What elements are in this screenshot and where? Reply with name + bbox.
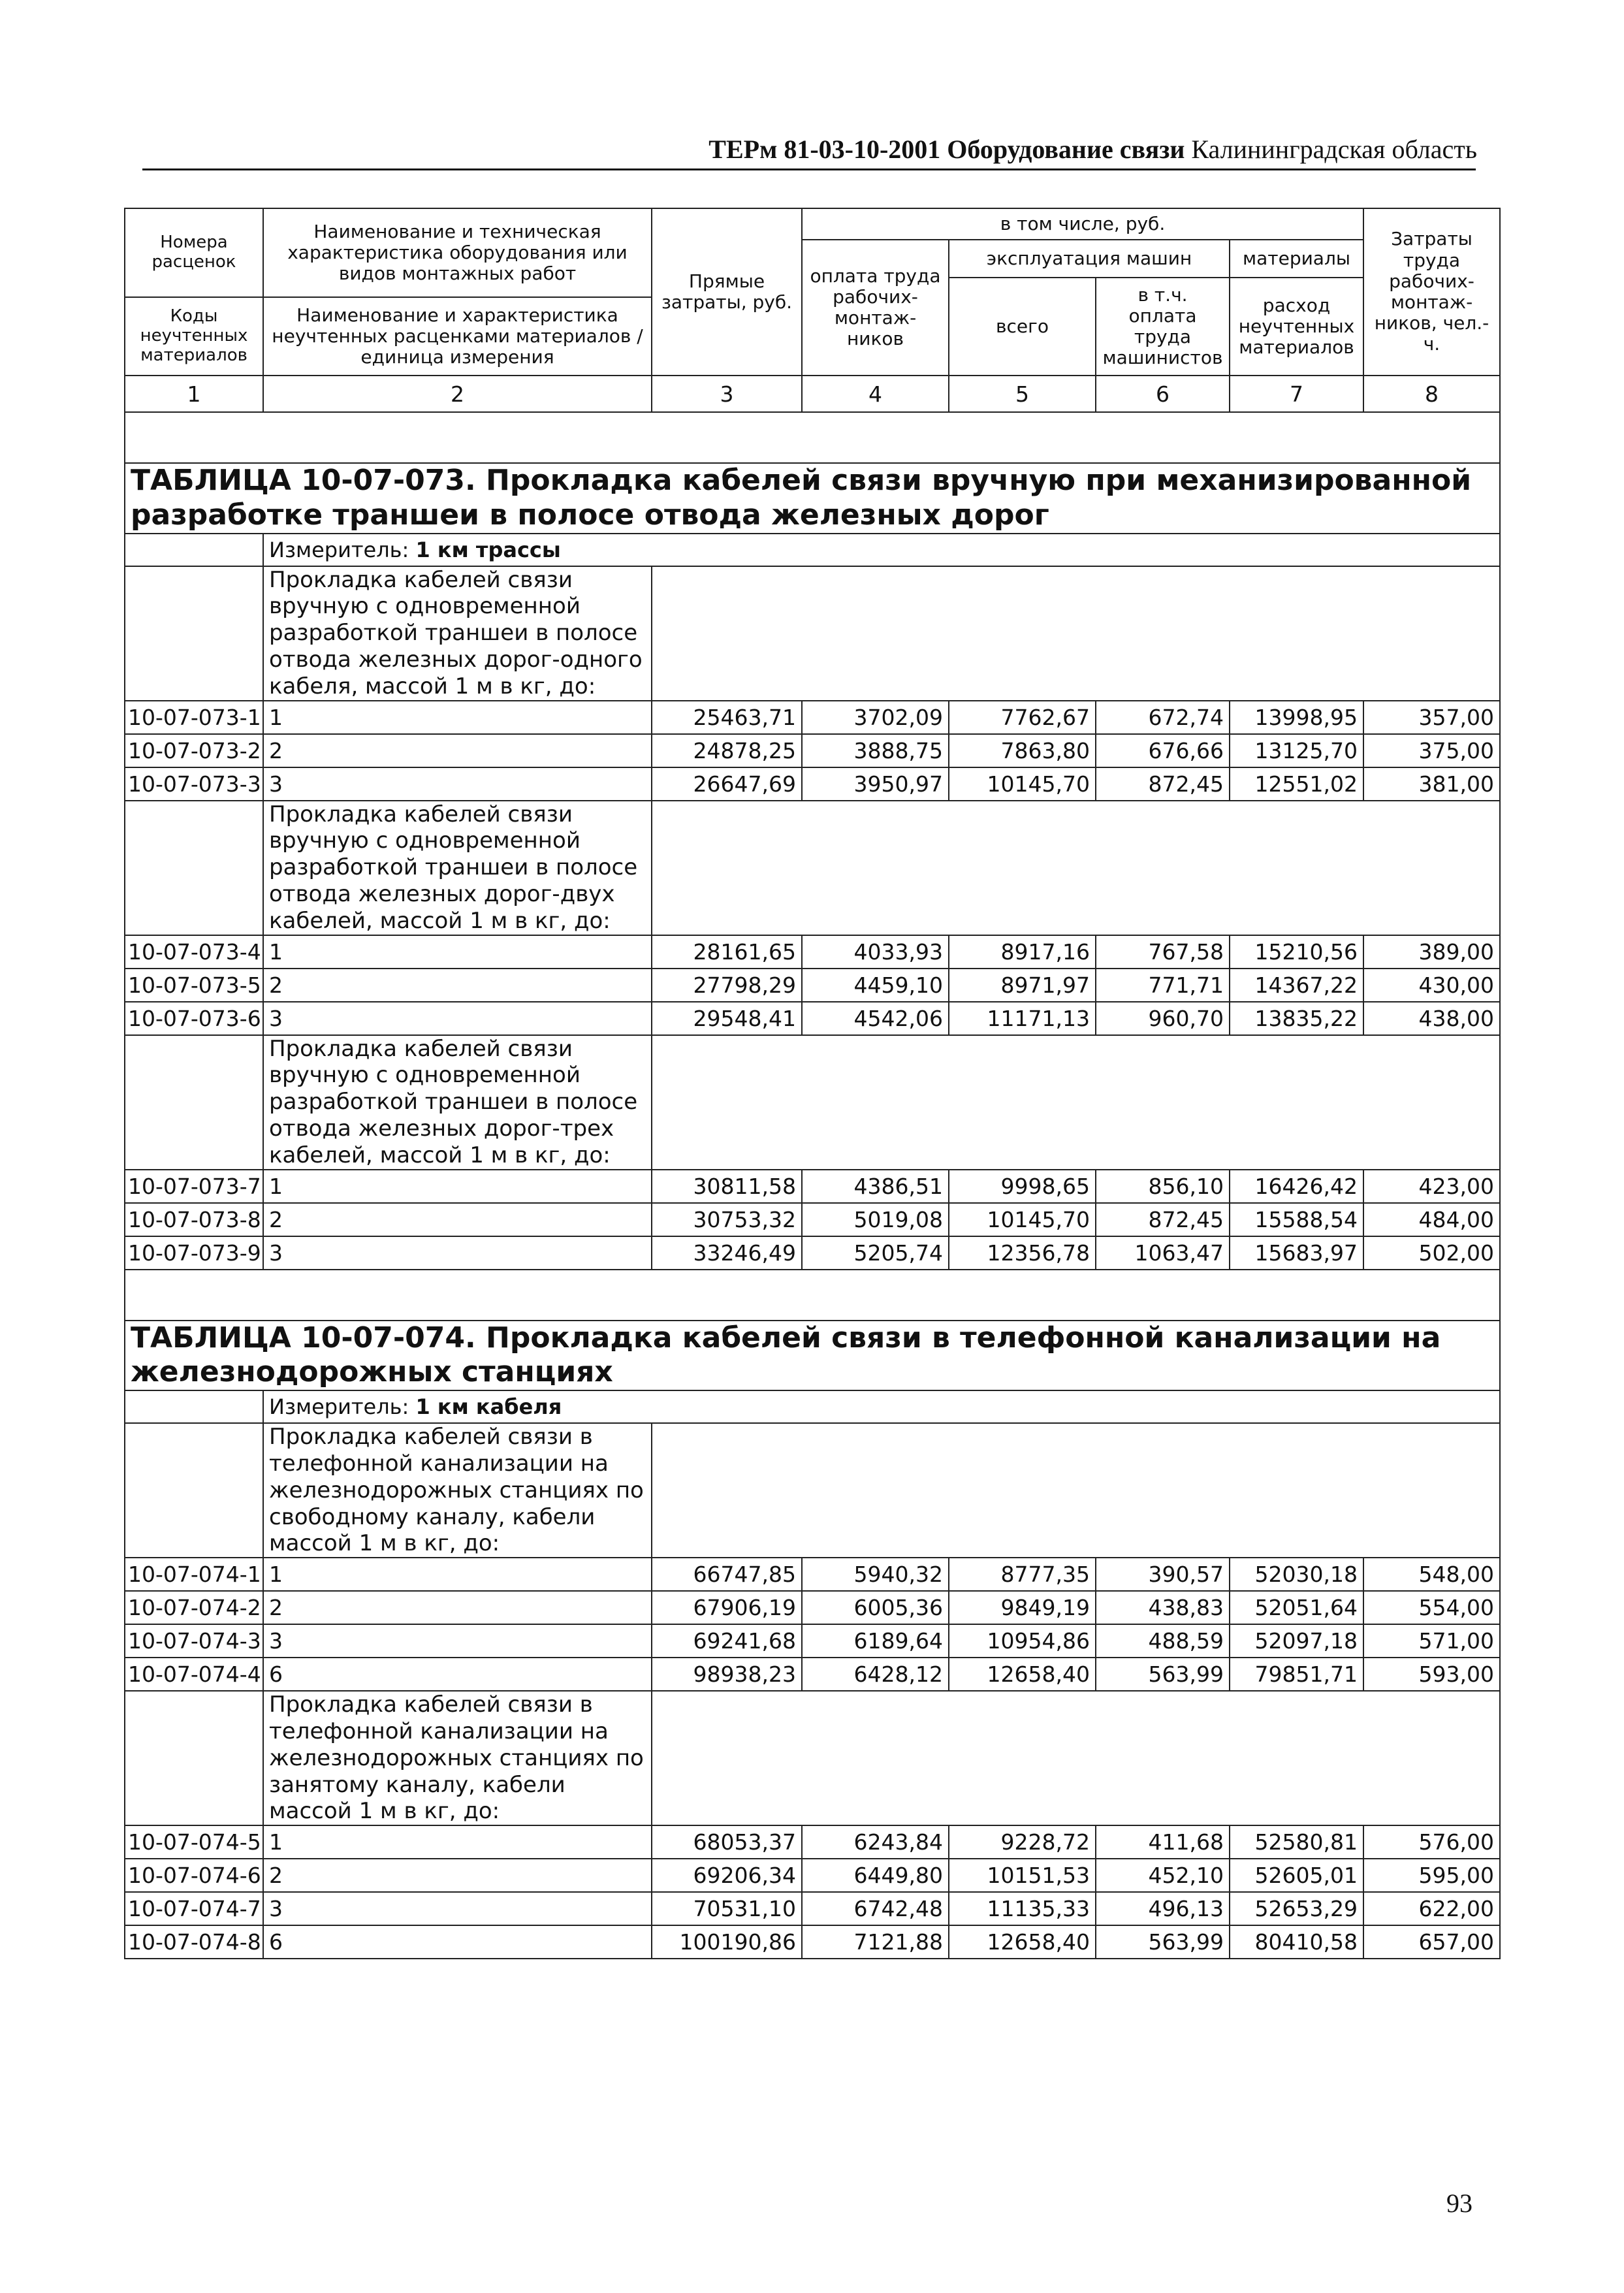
labor-hours: 484,00: [1363, 1203, 1500, 1236]
labor-pay: 6428,12: [802, 1658, 949, 1691]
materials: 16426,42: [1230, 1170, 1363, 1203]
table-row: [125, 1558, 1500, 1591]
table-row: [125, 1591, 1500, 1624]
direct-costs: 30753,32: [652, 1203, 802, 1236]
labor-pay: 4542,06: [802, 1002, 949, 1035]
machines-total: 7762,67: [949, 701, 1096, 734]
mass-value: 3: [263, 1892, 652, 1925]
col-header-rate-numbers: Номера расценок: [125, 208, 263, 297]
col-header-including: в том числе, руб.: [802, 208, 1363, 240]
meter-blank: [125, 1390, 263, 1423]
machines-total: 7863,80: [949, 734, 1096, 767]
desc-blank: [125, 1035, 263, 1170]
rate-code: 10-07-074-2: [125, 1591, 263, 1624]
page-number: 93: [1446, 2189, 1473, 2218]
direct-costs: 28161,65: [652, 935, 802, 969]
col-number: 5: [949, 376, 1096, 412]
col-header-material-codes: Коды неучтенных материалов: [125, 297, 263, 376]
mass-value: 3: [263, 1236, 652, 1270]
labor-hours: 571,00: [1363, 1624, 1500, 1658]
machinists-pay: 452,10: [1096, 1859, 1230, 1892]
table-row: [125, 935, 1500, 969]
desc-blank: [125, 1691, 263, 1825]
direct-costs: 29548,41: [652, 1002, 802, 1035]
labor-pay: 3888,75: [802, 734, 949, 767]
col-number: 3: [652, 376, 802, 412]
col-header-name-bottom: Наименование и характеристика неучтенных расценками материалов / единица измерения: [263, 297, 652, 376]
machines-total: 12356,78: [949, 1236, 1096, 1270]
col-number: 2: [263, 376, 652, 412]
group-description: Прокладка кабелей связи вручную с одновременной разработкой траншеи в полосе отвода железных дорог-двух кабелей, массой 1 м в кг, до:: [263, 801, 652, 935]
mass-value: 2: [263, 734, 652, 767]
desc-blank: [125, 566, 263, 701]
running-header: [709, 134, 1477, 165]
labor-hours: 548,00: [1363, 1558, 1500, 1591]
mass-value: 6: [263, 1658, 652, 1691]
materials: 13125,70: [1230, 734, 1363, 767]
machines-total: 11171,13: [949, 1002, 1096, 1035]
col-header-machines: эксплуатация машин: [949, 240, 1230, 278]
materials: 15588,54: [1230, 1203, 1363, 1236]
header-code: ТЕРм 81-03-10-2001: [709, 135, 941, 164]
materials: 52605,01: [1230, 1859, 1363, 1892]
machinists-pay: 411,68: [1096, 1825, 1230, 1859]
rate-code: 10-07-074-5: [125, 1825, 263, 1859]
machinists-pay: 563,99: [1096, 1925, 1230, 1959]
direct-costs: 67906,19: [652, 1591, 802, 1624]
labor-hours: 389,00: [1363, 935, 1500, 969]
col-number: 6: [1096, 376, 1230, 412]
materials: 12551,02: [1230, 767, 1363, 801]
mass-value: 2: [263, 1859, 652, 1892]
machinists-pay: 771,71: [1096, 969, 1230, 1002]
col-number: 8: [1363, 376, 1500, 412]
mass-value: 1: [263, 1825, 652, 1859]
desc-filler: [652, 801, 1500, 935]
labor-pay: 3950,97: [802, 767, 949, 801]
table-row: [125, 701, 1500, 734]
machinists-pay: 496,13: [1096, 1892, 1230, 1925]
materials: 13998,95: [1230, 701, 1363, 734]
group-description: Прокладка кабелей связи в телефонной канализации на железнодорожных станциях по занятому каналу, кабели массой 1 м в кг, до:: [263, 1691, 652, 1825]
labor-hours: 423,00: [1363, 1170, 1500, 1203]
direct-costs: 24878,25: [652, 734, 802, 767]
col-header-machines-total: всего: [949, 278, 1096, 376]
machinists-pay: 872,45: [1096, 1203, 1230, 1236]
labor-pay: 6243,84: [802, 1825, 949, 1859]
col-number: 7: [1230, 376, 1363, 412]
mass-value: 1: [263, 1170, 652, 1203]
materials: 15683,97: [1230, 1236, 1363, 1270]
machinists-pay: 1063,47: [1096, 1236, 1230, 1270]
machinists-pay: 488,59: [1096, 1624, 1230, 1658]
group-description: Прокладка кабелей связи вручную с одновременной разработкой траншеи в полосе отвода железных дорог-одного кабеля, массой 1 м в кг, до:: [263, 566, 652, 701]
mass-value: 1: [263, 701, 652, 734]
materials: 52580,81: [1230, 1825, 1363, 1859]
machinists-pay: 438,83: [1096, 1591, 1230, 1624]
machines-total: 9228,72: [949, 1825, 1096, 1859]
materials: 15210,56: [1230, 935, 1363, 969]
rate-code: 10-07-073-4: [125, 935, 263, 969]
labor-pay: 4033,93: [802, 935, 949, 969]
labor-hours: 554,00: [1363, 1591, 1500, 1624]
col-header-name-top: Наименование и техническая характеристика оборудования или видов монтажных работ: [263, 208, 652, 297]
rate-code: 10-07-074-6: [125, 1859, 263, 1892]
mass-value: 2: [263, 969, 652, 1002]
labor-pay: 6742,48: [802, 1892, 949, 1925]
table-gap: [125, 1270, 1500, 1321]
direct-costs: 33246,49: [652, 1236, 802, 1270]
machinists-pay: 676,66: [1096, 734, 1230, 767]
mass-value: 2: [263, 1591, 652, 1624]
mass-value: 2: [263, 1203, 652, 1236]
mass-value: 1: [263, 935, 652, 969]
rate-code: 10-07-073-5: [125, 969, 263, 1002]
labor-pay: 6005,36: [802, 1591, 949, 1624]
rates-table: [124, 208, 1501, 1959]
direct-costs: 25463,71: [652, 701, 802, 734]
table-gap: [125, 412, 1500, 463]
table-row: [125, 1825, 1500, 1859]
machines-total: 10151,53: [949, 1859, 1096, 1892]
machines-total: 12658,40: [949, 1658, 1096, 1691]
labor-pay: 7121,88: [802, 1925, 949, 1959]
table-row: [125, 969, 1500, 1002]
desc-filler: [652, 566, 1500, 701]
desc-blank: [125, 801, 263, 935]
machinists-pay: 856,10: [1096, 1170, 1230, 1203]
materials: 52051,64: [1230, 1591, 1363, 1624]
labor-pay: 5940,32: [802, 1558, 949, 1591]
machinists-pay: 872,45: [1096, 767, 1230, 801]
rate-code: 10-07-073-3: [125, 767, 263, 801]
labor-pay: 4459,10: [802, 969, 949, 1002]
labor-hours: 375,00: [1363, 734, 1500, 767]
machines-total: 11135,33: [949, 1892, 1096, 1925]
desc-filler: [652, 1691, 1500, 1825]
direct-costs: 69206,34: [652, 1859, 802, 1892]
machinists-pay: 390,57: [1096, 1558, 1230, 1591]
table-title: ТАБЛИЦА 10-07-073. Прокладка кабелей связи вручную при механизированной разработке траншеи в полосе отвода железных дорог: [125, 463, 1500, 534]
rate-code: 10-07-074-3: [125, 1624, 263, 1658]
rate-code: 10-07-073-8: [125, 1203, 263, 1236]
table-row: [125, 1859, 1500, 1892]
materials: 79851,71: [1230, 1658, 1363, 1691]
rate-code: 10-07-074-1: [125, 1558, 263, 1591]
group-description: Прокладка кабелей связи вручную с одновременной разработкой траншеи в полосе отвода железных дорог-трех кабелей, массой 1 м в кг, до:: [263, 1035, 652, 1170]
machines-total: 10954,86: [949, 1624, 1096, 1658]
machines-total: 12658,40: [949, 1925, 1096, 1959]
col-header-machinists-pay: в т.ч. оплата труда машинистов: [1096, 278, 1230, 376]
labor-hours: 502,00: [1363, 1236, 1500, 1270]
machines-total: 9849,19: [949, 1591, 1096, 1624]
rate-code: 10-07-073-1: [125, 701, 263, 734]
table-row: [125, 1203, 1500, 1236]
labor-hours: 593,00: [1363, 1658, 1500, 1691]
table-row: [125, 1624, 1500, 1658]
rate-code: 10-07-074-8: [125, 1925, 263, 1959]
meter-blank: [125, 534, 263, 566]
direct-costs: 69241,68: [652, 1624, 802, 1658]
rate-code: 10-07-073-6: [125, 1002, 263, 1035]
materials: 13835,22: [1230, 1002, 1363, 1035]
labor-pay: 6449,80: [802, 1859, 949, 1892]
desc-filler: [652, 1423, 1500, 1558]
materials: 52030,18: [1230, 1558, 1363, 1591]
meter-value: 1 км кабеля: [415, 1394, 562, 1420]
labor-hours: 438,00: [1363, 1002, 1500, 1035]
materials: 80410,58: [1230, 1925, 1363, 1959]
header-section: Оборудование связи: [947, 135, 1185, 164]
materials: 14367,22: [1230, 969, 1363, 1002]
labor-pay: 6189,64: [802, 1624, 949, 1658]
meter-value: 1 км трассы: [415, 537, 561, 562]
unit-of-measure: [263, 1390, 1500, 1423]
rate-code: 10-07-074-4: [125, 1658, 263, 1691]
labor-hours: 657,00: [1363, 1925, 1500, 1959]
table-row: [125, 767, 1500, 801]
direct-costs: 70531,10: [652, 1892, 802, 1925]
col-header-labor-hours: Затраты труда рабочих-монтаж-ников, чел.-ч.: [1363, 208, 1500, 376]
direct-costs: 30811,58: [652, 1170, 802, 1203]
direct-costs: 26647,69: [652, 767, 802, 801]
machines-total: 9998,65: [949, 1170, 1096, 1203]
mass-value: 3: [263, 1624, 652, 1658]
materials: 52653,29: [1230, 1892, 1363, 1925]
machinists-pay: 960,70: [1096, 1002, 1230, 1035]
machines-total: 8917,16: [949, 935, 1096, 969]
header-region: Калининградская область: [1191, 135, 1477, 164]
col-number: 1: [125, 376, 263, 412]
table-row: [125, 1658, 1500, 1691]
table-title: ТАБЛИЦА 10-07-074. Прокладка кабелей связи в телефонной канализации на железнодорожных станциях: [125, 1321, 1500, 1391]
rate-code: 10-07-073-9: [125, 1236, 263, 1270]
machines-total: 10145,70: [949, 1203, 1096, 1236]
table-row: [125, 1170, 1500, 1203]
table-row: [125, 1236, 1500, 1270]
mass-value: 6: [263, 1925, 652, 1959]
labor-hours: 430,00: [1363, 969, 1500, 1002]
group-description: Прокладка кабелей связи в телефонной канализации на железнодорожных станциях по свободному каналу, кабели массой 1 м в кг, до:: [263, 1423, 652, 1558]
header-rule: [142, 168, 1476, 170]
table-row: [125, 1892, 1500, 1925]
mass-value: 1: [263, 1558, 652, 1591]
unit-of-measure: [263, 534, 1500, 566]
labor-hours: 381,00: [1363, 767, 1500, 801]
table-row: [125, 1925, 1500, 1959]
col-header-labor-pay: оплата труда рабочих-монтаж-ников: [802, 240, 949, 376]
meter-label: Измеритель:: [269, 537, 409, 562]
labor-pay: 3702,09: [802, 701, 949, 734]
direct-costs: 66747,85: [652, 1558, 802, 1591]
table-row: [125, 1002, 1500, 1035]
col-number: 4: [802, 376, 949, 412]
labor-hours: 357,00: [1363, 701, 1500, 734]
mass-value: 3: [263, 767, 652, 801]
desc-blank: [125, 1423, 263, 1558]
col-header-materials: материалы: [1230, 240, 1363, 278]
machinists-pay: 563,99: [1096, 1658, 1230, 1691]
direct-costs: 27798,29: [652, 969, 802, 1002]
machinists-pay: 672,74: [1096, 701, 1230, 734]
labor-pay: 5019,08: [802, 1203, 949, 1236]
materials: 52097,18: [1230, 1624, 1363, 1658]
direct-costs: 100190,86: [652, 1925, 802, 1959]
machinists-pay: 767,58: [1096, 935, 1230, 969]
col-header-materials-usage: расход неучтенных материалов: [1230, 278, 1363, 376]
labor-pay: 4386,51: [802, 1170, 949, 1203]
labor-hours: 595,00: [1363, 1859, 1500, 1892]
labor-hours: 622,00: [1363, 1892, 1500, 1925]
labor-hours: 576,00: [1363, 1825, 1500, 1859]
desc-filler: [652, 1035, 1500, 1170]
direct-costs: 98938,23: [652, 1658, 802, 1691]
meter-label: Измеритель:: [269, 1394, 409, 1420]
rate-code: 10-07-073-2: [125, 734, 263, 767]
machines-total: 8777,35: [949, 1558, 1096, 1591]
table-row: [125, 734, 1500, 767]
rate-code: 10-07-074-7: [125, 1892, 263, 1925]
rate-code: 10-07-073-7: [125, 1170, 263, 1203]
labor-pay: 5205,74: [802, 1236, 949, 1270]
machines-total: 10145,70: [949, 767, 1096, 801]
direct-costs: 68053,37: [652, 1825, 802, 1859]
col-header-direct-costs: Прямые затраты, руб.: [652, 208, 802, 376]
machines-total: 8971,97: [949, 969, 1096, 1002]
mass-value: 3: [263, 1002, 652, 1035]
